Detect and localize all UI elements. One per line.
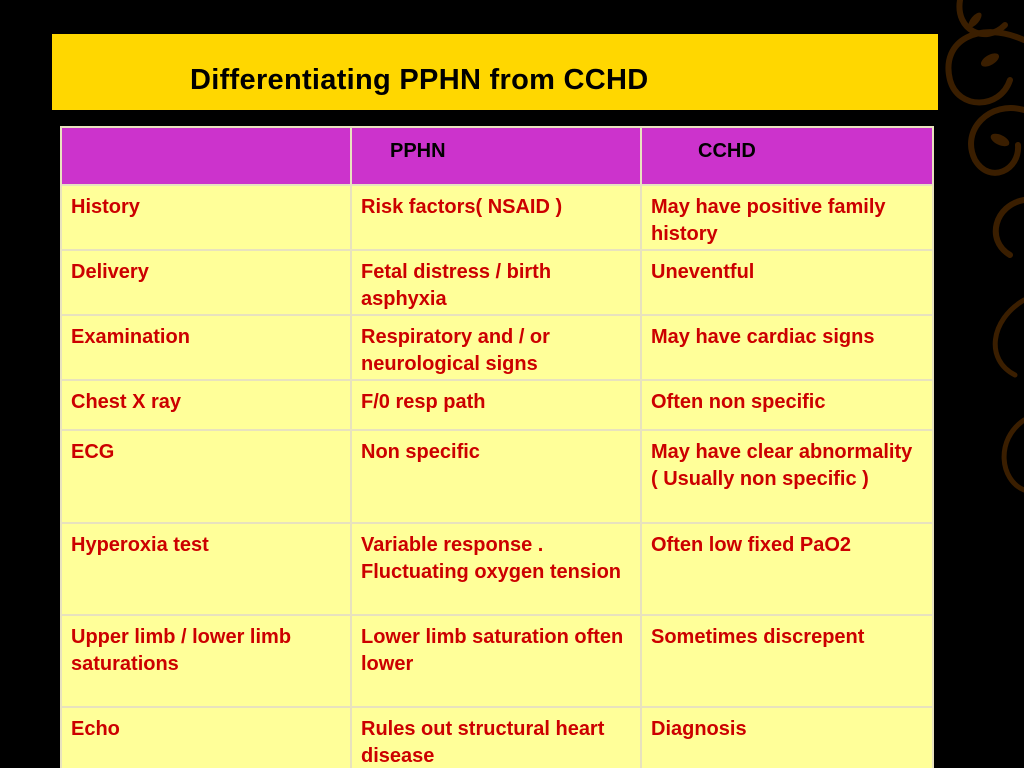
row-label-examination: Examination (61, 315, 351, 380)
row-label-delivery: Delivery (61, 250, 351, 315)
header-empty (61, 127, 351, 185)
table-row (61, 185, 933, 250)
table-row (61, 380, 933, 430)
cell-cchd: Diagnosis (641, 707, 933, 768)
row-label-ecg: ECG (61, 430, 351, 523)
cell-cchd: May have positive family history (641, 185, 933, 250)
cell-pphn: Fetal distress / birth asphyxia (351, 250, 641, 315)
swirl-ornament-bottom-right (995, 300, 1024, 490)
table-row (61, 250, 933, 315)
table-row (61, 315, 933, 380)
cell-cchd: Often low fixed PaO2 (641, 523, 933, 615)
cell-cchd: May have clear abnormality ( Usually non specific ) (641, 430, 933, 523)
slide-title: Differentiating PPHN from CCHD (190, 64, 649, 96)
row-label-hyperoxia-test: Hyperoxia test (61, 523, 351, 615)
table-row (61, 523, 933, 615)
row-label-echo: Echo (61, 707, 351, 768)
table-header-row (61, 127, 933, 185)
table-row (61, 615, 933, 707)
cell-pphn: Rules out structural heart disease (351, 707, 641, 768)
cell-pphn: Lower limb saturation often lower (351, 615, 641, 707)
row-label-limb-saturations: Upper limb / lower limb saturations (61, 615, 351, 707)
cell-pphn: F/0 resp path (351, 380, 641, 430)
swirl-ornament-top-right (948, 0, 1024, 255)
leaf-ornaments (966, 11, 1011, 149)
row-label-history: History (61, 185, 351, 250)
cell-pphn: Non specific (351, 430, 641, 523)
header-cchd: CCHD (641, 127, 933, 185)
cell-cchd: Uneventful (641, 250, 933, 315)
cell-cchd: Often non specific (641, 380, 933, 430)
comparison-table (60, 126, 932, 768)
cell-pphn: Respiratory and / or neurological signs (351, 315, 641, 380)
table-row (61, 430, 933, 523)
row-label-chest-x-ray: Chest X ray (61, 380, 351, 430)
table-row (61, 707, 933, 768)
title-bar (52, 34, 938, 110)
cell-pphn: Variable response . Fluctuating oxygen tension (351, 523, 641, 615)
header-pphn: PPHN (351, 127, 641, 185)
cell-cchd: May have cardiac signs (641, 315, 933, 380)
cell-pphn: Risk factors( NSAID ) (351, 185, 641, 250)
cell-cchd: Sometimes discrepent (641, 615, 933, 707)
